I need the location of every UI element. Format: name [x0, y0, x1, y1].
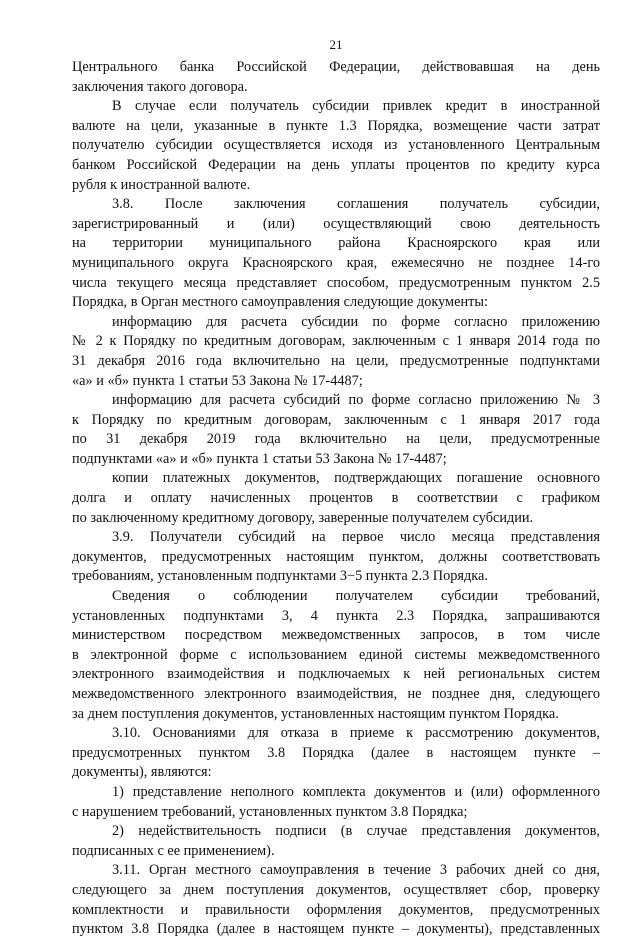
text-line: с нарушением требований, установленных пунктом 3.8 Порядка; [72, 803, 468, 820]
text-line: зарегистрированный и (или) осуществляющий свою деятельность [72, 215, 600, 232]
document-page [72, 0, 600, 938]
text-line: к Порядку по кредитным договорам, заключенным с 1 января 2017 года [72, 411, 600, 428]
text-line: рубля к иностранной валюте. [72, 176, 251, 193]
text-line: «а» и «б» пункта 1 статьи 53 Закона № 17-4487; [72, 372, 363, 389]
text-line: пунктом 3.8 Порядка (далее в настоящем пункте – документы), представленных [72, 921, 600, 938]
text-line: банком Российской Федерации на день уплаты процентов по кредиту курса [72, 156, 600, 173]
text-line: муниципального округа Красноярского края, ежемесячно не позднее 14-го [72, 254, 600, 271]
text-line: 1) представление неполного комплекта документов и (или) оформленного [112, 783, 600, 800]
text-line: Центрального банка Российской Федерации, действовавшая на день [72, 59, 600, 75]
text-line: Порядка, в Орган местного самоуправления следующие документы: [72, 294, 488, 311]
text-line: требованиям, установленным подпунктами 3−5 пункта 2.3 Порядка. [72, 568, 488, 585]
text-line: долга и оплату начисленных процентов в соответствии с графиком [72, 490, 600, 507]
text-line: межведомственного электронного взаимодействия, не позднее дня, следующего [72, 686, 600, 702]
page-number: 21 [329, 37, 343, 52]
text-line: по заключенному кредитному договору, заверенные получателем субсидии. [72, 509, 534, 526]
text-line: Сведения о соблюдении получателем субсидии требований, [112, 588, 600, 605]
text-line: министерством посредством межведомственных запросов, в том числе [72, 627, 600, 644]
text-line: документов, предусмотренных настоящим пунктом, должны соответствовать [72, 548, 600, 565]
text-line: комплектности и правильности оформления документов, предусмотренных [72, 901, 600, 918]
text-line: валюте на цели, указанные в пункте 1.3 Порядка, возмещение части затрат [72, 117, 600, 134]
text-line: 3.10. Основаниями для отказа в приеме к рассмотрению документов, [112, 725, 600, 742]
text-line: 3.11. Орган местного самоуправления в течение 3 рабочих дней со дня, [112, 862, 600, 879]
text-line: получателю субсидии осуществляется исходя из установленного Центральным [72, 137, 600, 154]
text-line: подписанных с ее применением). [72, 842, 275, 859]
text-line: 3.9. Получатели субсидий на первое число месяца представления [112, 529, 600, 546]
text-line: документы), являются: [72, 764, 212, 781]
text-line: № 2 к Порядку по кредитным договорам, заключенным с 1 января 2014 года по [72, 333, 600, 350]
text-line: В случае если получатель субсидии привлек кредит в иностранной [112, 98, 600, 115]
text-line: 31 декабря 2016 года включительно на цели, предусмотренные подпунктами [72, 352, 600, 369]
text-line: по 31 декабря 2019 года включительно на цели, предусмотренные [72, 431, 600, 448]
text-line: за днем поступления документов, установленных настоящим пунктом Порядка. [72, 705, 559, 722]
text-line: в электронной форме с использованием единой системы межведомственного [72, 646, 600, 663]
document-body [72, 58, 600, 940]
text-line: числа текущего месяца представляет способом, предусмотренным пунктом 2.5 [72, 274, 600, 291]
text-line: информацию для расчета субсидии по форме согласно приложению [112, 313, 600, 330]
text-line: следующего за днем поступления документов, осуществляет сбор, проверку [72, 881, 600, 898]
text-line: заключения такого договора. [72, 78, 248, 95]
text-line: установленных подпунктами 3, 4 пункта 2.3 Порядка, запрашиваются [72, 607, 600, 624]
text-line: на территории муниципального района Красноярского края или [72, 235, 600, 252]
text-line: электронного взаимодействия и подключаемых к ней региональных систем [72, 666, 600, 683]
text-line: 2) недействительность подписи (в случае представления документов, [112, 823, 600, 840]
text-line: предусмотренных пунктом 3.8 Порядка (далее в настоящем пункте – [72, 744, 600, 761]
text-line: копии платежных документов, подтверждающих погашение основного [112, 470, 600, 487]
text-line: информацию для расчета субсидий по форме согласно приложению № 3 [112, 392, 600, 409]
text-line: подпунктами «а» и «б» пункта 1 статьи 53 Закона № 17-4487; [72, 450, 447, 467]
text-line: 3.8. После заключения соглашения получатель субсидии, [112, 196, 600, 213]
